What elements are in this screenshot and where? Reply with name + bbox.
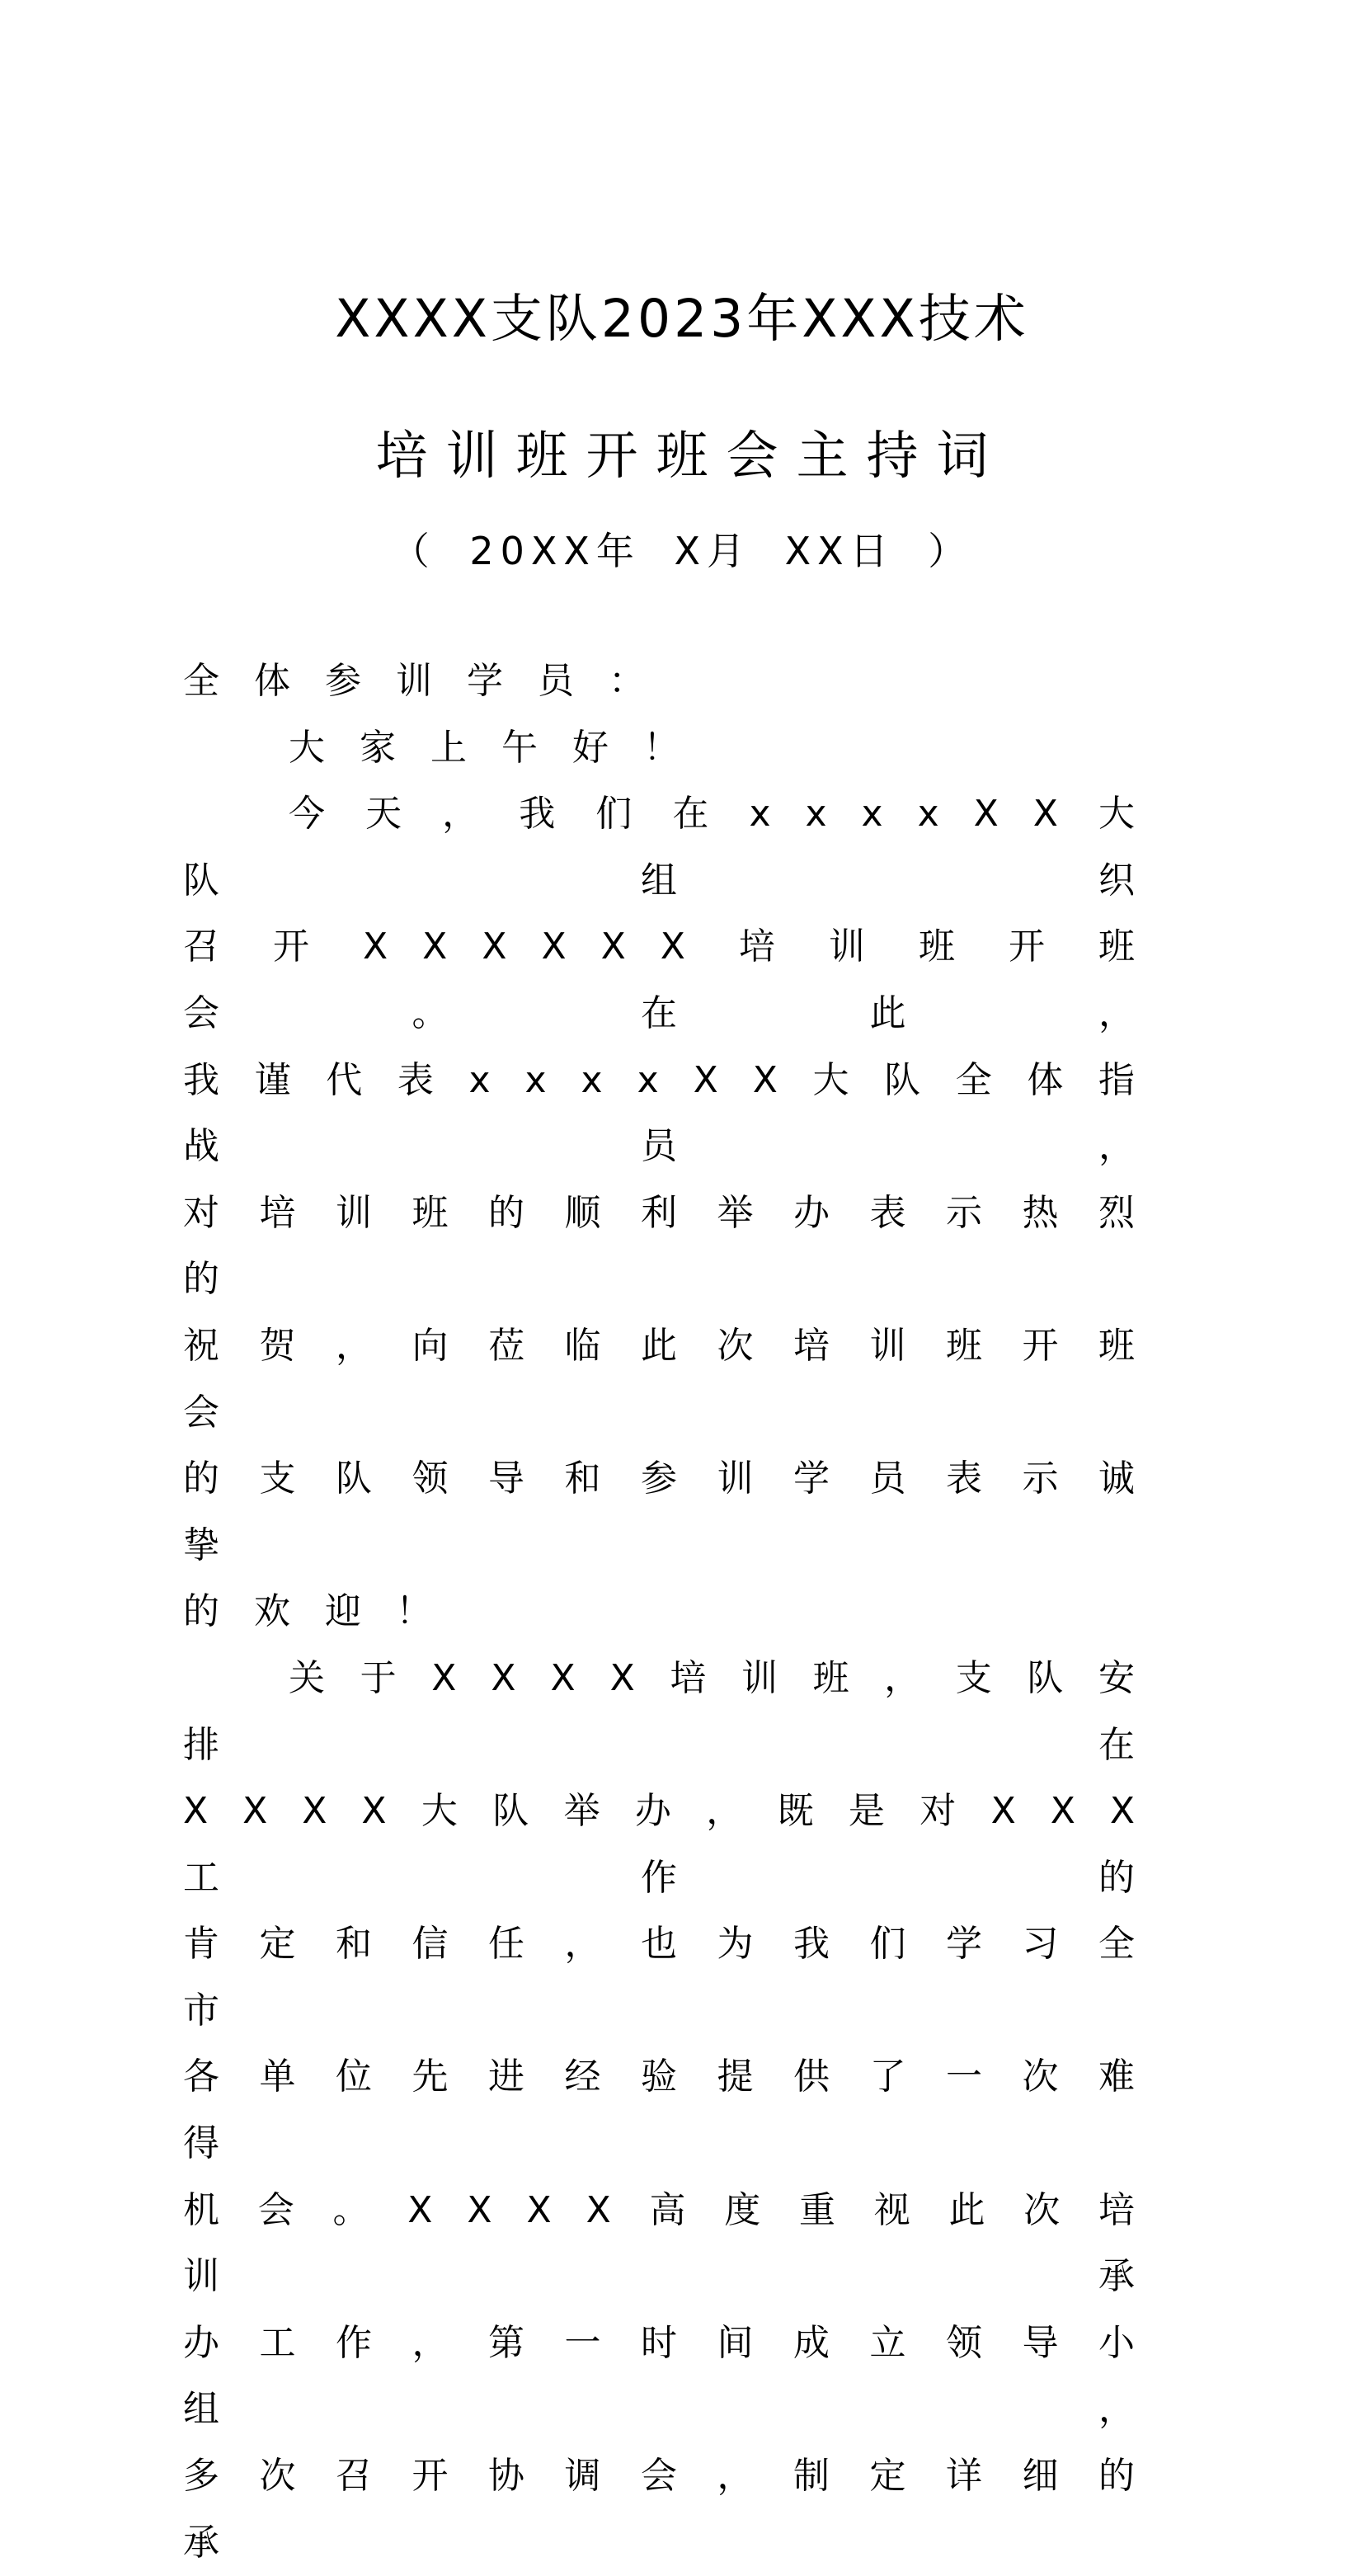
paragraph-1-line: 对培训班的顺利举办表示热烈的	[183, 1191, 1169, 1301]
paragraph-1-line: 的欢迎！	[183, 1590, 467, 1633]
paragraph-1-line: 祝贺，向莅临此次培训班开班会	[183, 1324, 1169, 1434]
document-body	[183, 648, 1169, 2576]
paragraph-2-line: 肯定和信任，也为我们学习全市	[183, 1923, 1169, 2032]
greeting: 大家上午好！	[289, 726, 714, 769]
paragraph-2-line: 办工作，第一时间成立领导小组，	[183, 2321, 1169, 2431]
paragraph-1-line: 今天，我们在xxxxXX大队组织	[183, 793, 1169, 902]
salutation: 全体参训学员：	[183, 660, 680, 702]
document-title-line-1: XXXX支队2023年XXX技术	[335, 289, 1029, 349]
paragraph-2-line: XXXX大队举办，既是对XXX工作的	[183, 1790, 1169, 1899]
paragraph-1-line: 的支队领导和参训学员表示诚挚	[183, 1458, 1169, 1566]
document-date: （ 20XX年 X月 XX日 ）	[391, 529, 973, 573]
document-title-line-2: 培训班开班会主持词	[375, 426, 1007, 486]
paragraph-1-line: 我谨代表xxxxXX大队全体指战员，	[183, 1058, 1169, 1168]
paragraph-2-line: 各单位先进经验提供了一次难得	[183, 2056, 1169, 2165]
paragraph-2-line: 关于XXXX培训班，支队安排在	[183, 1656, 1169, 1766]
paragraph-1-line: 召开XXXXXX培训班开班会。在此，	[183, 925, 1169, 1034]
paragraph-2-line: 机会。XXXX高度重视此次培训承	[183, 2188, 1169, 2298]
paragraph-2-line: 多次召开协调会，制定详细的承	[183, 2455, 1169, 2564]
